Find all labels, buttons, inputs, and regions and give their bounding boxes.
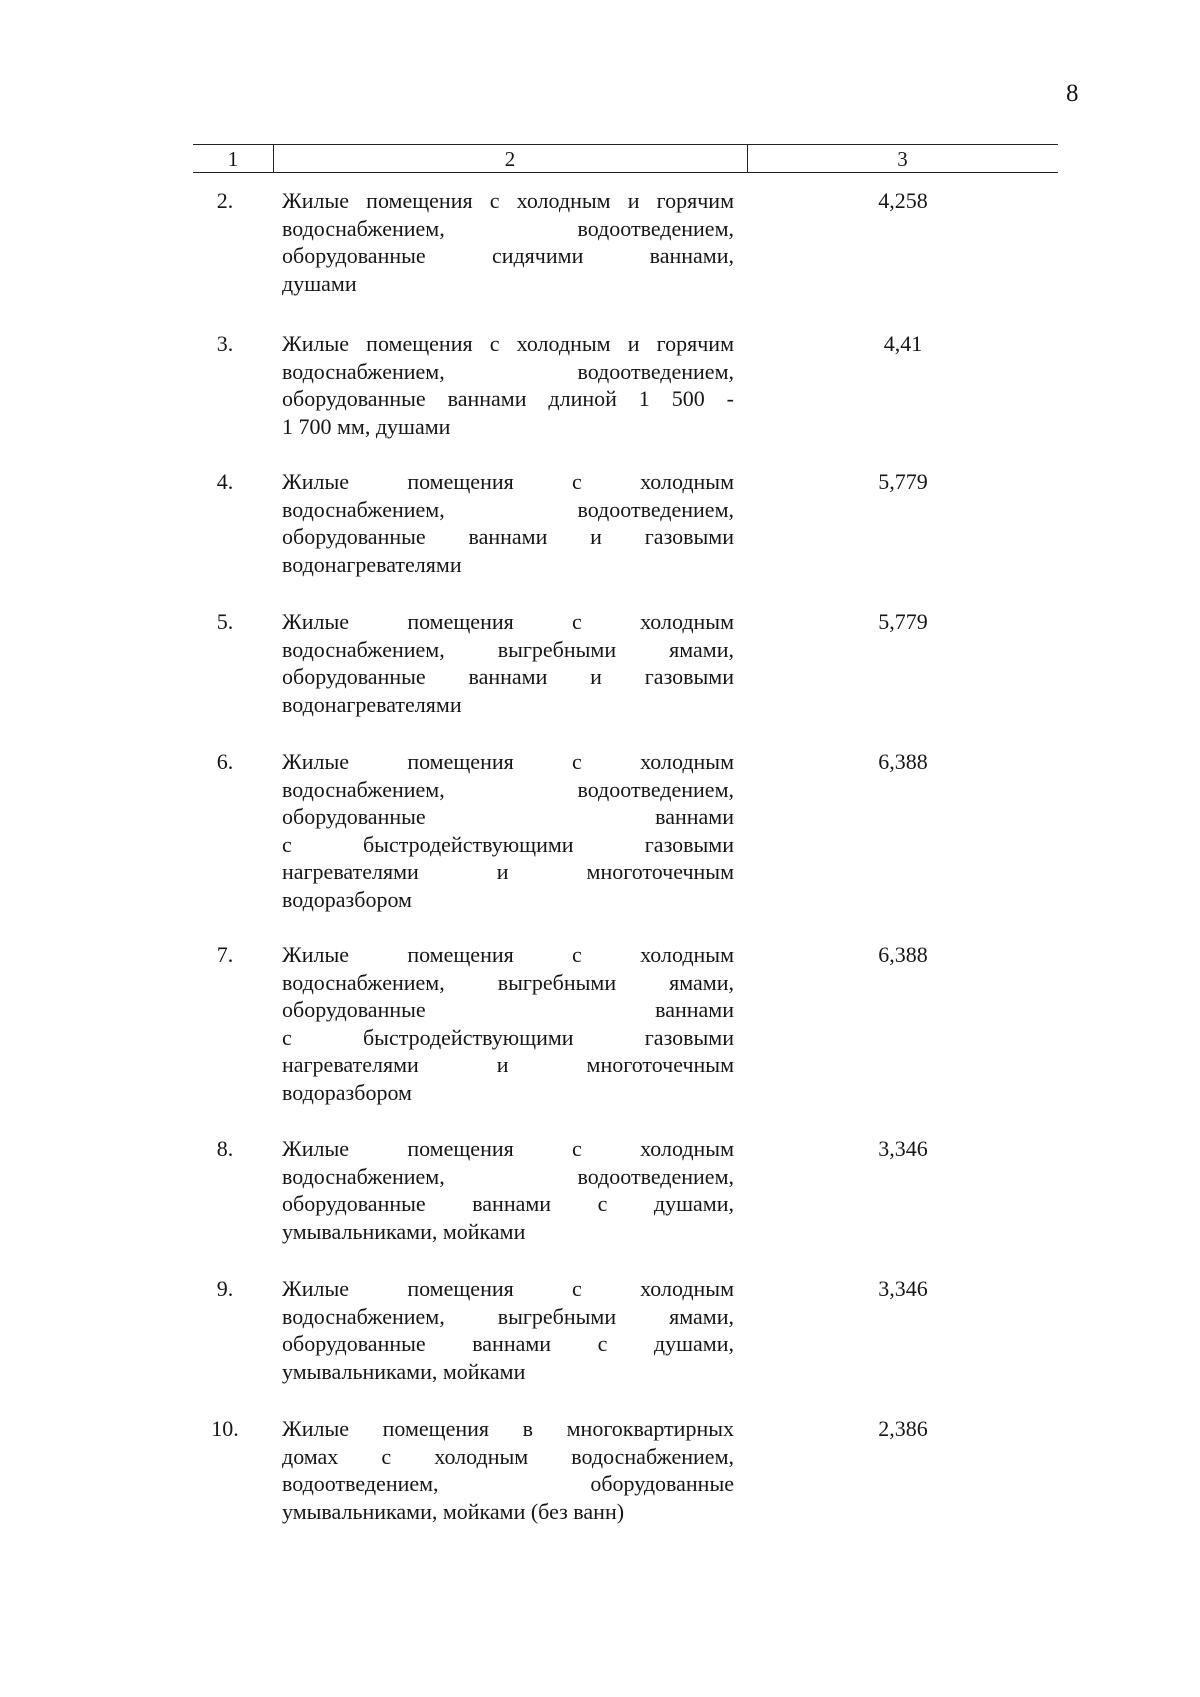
- description-line: умывальниками, мойками (без ванн): [282, 1498, 625, 1524]
- row-number: 8.: [216, 1136, 234, 1161]
- row-description: [282, 1135, 734, 1245]
- row-number: 6.: [216, 749, 234, 774]
- description-line: водоснабжением, выгребными ямами,: [282, 636, 734, 662]
- description-line: Жилые помещения с холодным: [282, 469, 734, 494]
- description-line: водоснабжением, выгребными ямами,: [282, 969, 734, 995]
- description-line: нагревателями и многоточечным: [282, 859, 734, 884]
- header-bottom-rule: [193, 172, 1058, 173]
- description-line: оборудованные ваннами длиной 1 500 -: [282, 386, 734, 411]
- header-top-rule: [193, 144, 1058, 145]
- row-value: 3,346: [878, 1136, 928, 1161]
- description-line: Жилые помещения с холодным и горячим: [282, 188, 734, 213]
- description-line: водоотведением, оборудованные: [282, 1471, 734, 1496]
- description-line: водоснабжением, водоотведением,: [282, 496, 734, 522]
- description-line: домах с холодным водоснабжением,: [282, 1443, 734, 1469]
- row-description: [282, 1415, 734, 1525]
- description-line: Жилые помещения в многоквартирных: [282, 1416, 734, 1441]
- description-line: душами: [282, 270, 357, 296]
- description-line: 1 700 мм, душами: [282, 413, 451, 439]
- description-line: водоразбором: [282, 886, 412, 912]
- row-description: [282, 608, 734, 718]
- row-value: 2,386: [878, 1416, 928, 1441]
- description-line: умывальниками, мойками: [282, 1218, 526, 1244]
- row-description: [282, 1275, 734, 1385]
- row-number: 10.: [211, 1416, 239, 1441]
- description-line: водоразбором: [282, 1079, 412, 1105]
- description-line: Жилые помещения с холодным: [282, 1136, 734, 1161]
- page-number: 8: [1066, 80, 1079, 107]
- header-col-1: 1: [227, 147, 239, 171]
- row-number: 4.: [216, 469, 234, 494]
- row-number: 3.: [216, 331, 234, 356]
- description-line: водонагревателями: [282, 691, 462, 717]
- description-line: водоснабжением, водоотведением,: [282, 776, 734, 802]
- row-number: 5.: [216, 609, 234, 634]
- header-col-2: 2: [504, 147, 516, 171]
- row-number: 7.: [216, 942, 234, 967]
- description-line: оборудованные ваннами с душами,: [282, 1191, 734, 1216]
- row-number: 2.: [216, 188, 234, 213]
- description-line: с быстродействующими газовыми: [282, 831, 734, 857]
- description-line: оборудованные сидячими ваннами,: [282, 243, 734, 268]
- description-line: водоснабжением, водоотведением,: [282, 1163, 734, 1189]
- row-value: 3,346: [878, 1276, 928, 1301]
- row-description: [282, 330, 734, 440]
- description-line: оборудованные ваннами и газовыми: [282, 524, 734, 549]
- table-header: [193, 144, 1058, 174]
- description-line: умывальниками, мойками: [282, 1358, 526, 1384]
- row-description: [282, 941, 734, 1106]
- row-value: 6,388: [878, 749, 928, 774]
- description-line: водонагревателями: [282, 551, 462, 577]
- description-line: водоснабжением, выгребными ямами,: [282, 1303, 734, 1329]
- row-value: 5,779: [878, 609, 928, 634]
- description-line: с быстродействующими газовыми: [282, 1024, 734, 1050]
- row-value: 4,41: [883, 331, 923, 356]
- row-description: [282, 468, 734, 578]
- header-col-3: 3: [897, 147, 908, 171]
- row-value: 5,779: [878, 469, 928, 494]
- description-line: Жилые помещения с холодным: [282, 749, 734, 774]
- row-value: 6,388: [878, 942, 928, 967]
- description-line: оборудованные ваннами: [282, 997, 734, 1022]
- description-line: оборудованные ваннами с душами,: [282, 1331, 734, 1356]
- row-description: [282, 187, 734, 297]
- description-line: нагревателями и многоточечным: [282, 1052, 734, 1077]
- description-line: водоснабжением, водоотведением,: [282, 358, 734, 384]
- description-line: оборудованные ваннами: [282, 804, 734, 829]
- description-line: Жилые помещения с холодным и горячим: [282, 331, 734, 356]
- row-number: 9.: [216, 1276, 234, 1301]
- description-line: водоснабжением, водоотведением,: [282, 215, 734, 241]
- description-line: Жилые помещения с холодным: [282, 942, 734, 967]
- description-line: оборудованные ваннами и газовыми: [282, 664, 734, 689]
- description-line: Жилые помещения с холодным: [282, 1276, 734, 1301]
- row-description: [282, 748, 734, 913]
- description-line: Жилые помещения с холодным: [282, 609, 734, 634]
- row-value: 4,258: [878, 188, 928, 213]
